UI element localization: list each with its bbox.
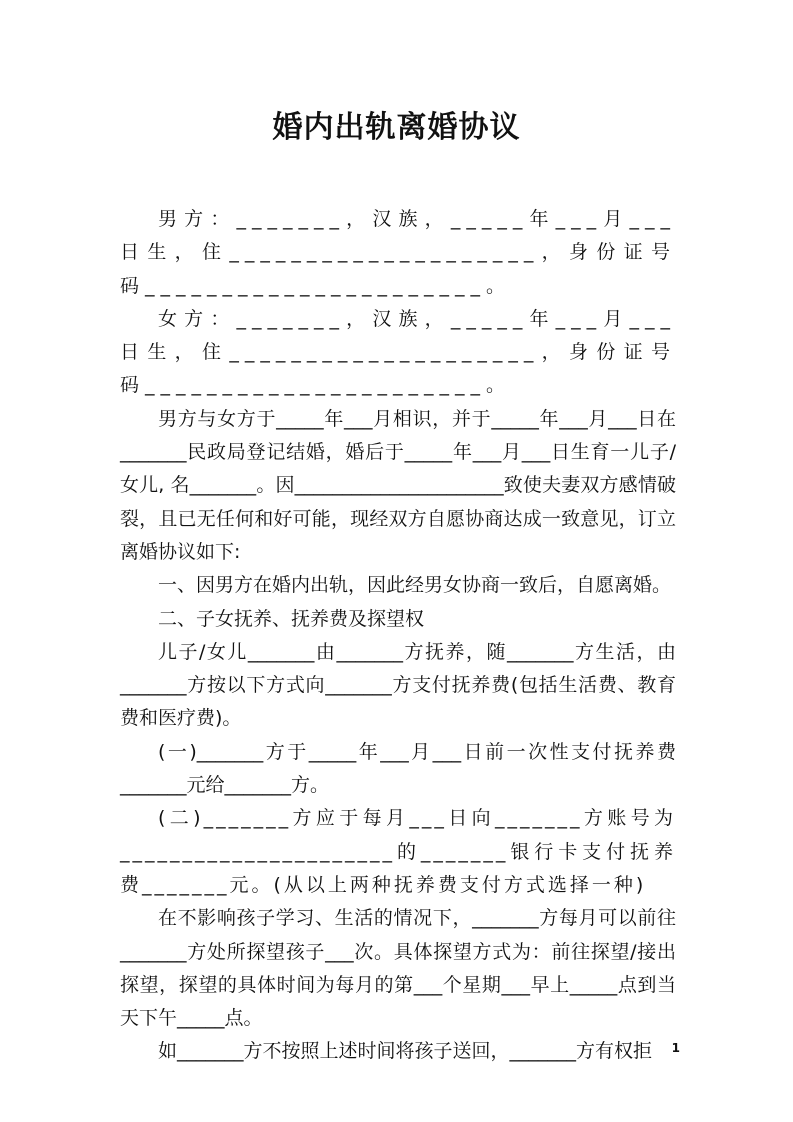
paragraph-clause-two-heading: 二、子女抚养、抚养费及探望权 bbox=[158, 607, 425, 630]
paragraph-clause-one: 一、因男方在婚内出轨，因此经男女协商一致后，自愿离婚。 bbox=[158, 574, 672, 597]
paragraph-female-party: 女方：_______，汉族，_____年___月___日生，住____________________，身份证号码______________________。 bbox=[120, 307, 676, 397]
document-title: 婚内出轨离婚协议 bbox=[272, 110, 521, 145]
paragraph-lump-sum-payment: (一)_______方于_____年___月___日前一次性支付抚养费_______元给_______方。 bbox=[120, 740, 676, 797]
paragraph-marriage-background: 男方与女方于_____年___月相识，并于_____年___月___日在_______民政局登记结婚，婚后于_____年___月___日生育一儿子/女儿, 名_______。因______________________致使夫妻双方感情破裂，且已无任何和好可能，现经双方自愿协商达成一致意见，订立离婚协议如下: bbox=[120, 407, 676, 563]
document-body bbox=[120, 203, 676, 1069]
paragraph-monthly-payment: (二)_______方应于每月___日向_______方账号为______________________的_______银行卡支付抚养费_______元。(从以上两种抚养费支付方式选择一种) bbox=[120, 807, 676, 896]
paragraph-visitation: 在不影响孩子学习、生活的情况下，_______方每月可以前往_______方处所探望孩子___次。具体探望方式为：前往探望/接出探望，探望的具体时间为每月的第___个星期___早上_____点到当天下午_____点。 bbox=[120, 907, 676, 1030]
paragraph-custody: 儿子/女儿_______由_______方抚养，随_______方生活，由_______方按以下方式向_______方支付抚养费(包括生活费、教育费和医疗费)。 bbox=[120, 640, 676, 730]
paragraph-return-child: 如_______方不按照上述时间将孩子送回，_______方有权拒 bbox=[158, 1040, 653, 1063]
paragraph-male-party: 男方：_______，汉族，_____年___月___日生，住____________________，身份证号码______________________。 bbox=[120, 208, 676, 297]
page-number: 1 bbox=[671, 1041, 680, 1055]
